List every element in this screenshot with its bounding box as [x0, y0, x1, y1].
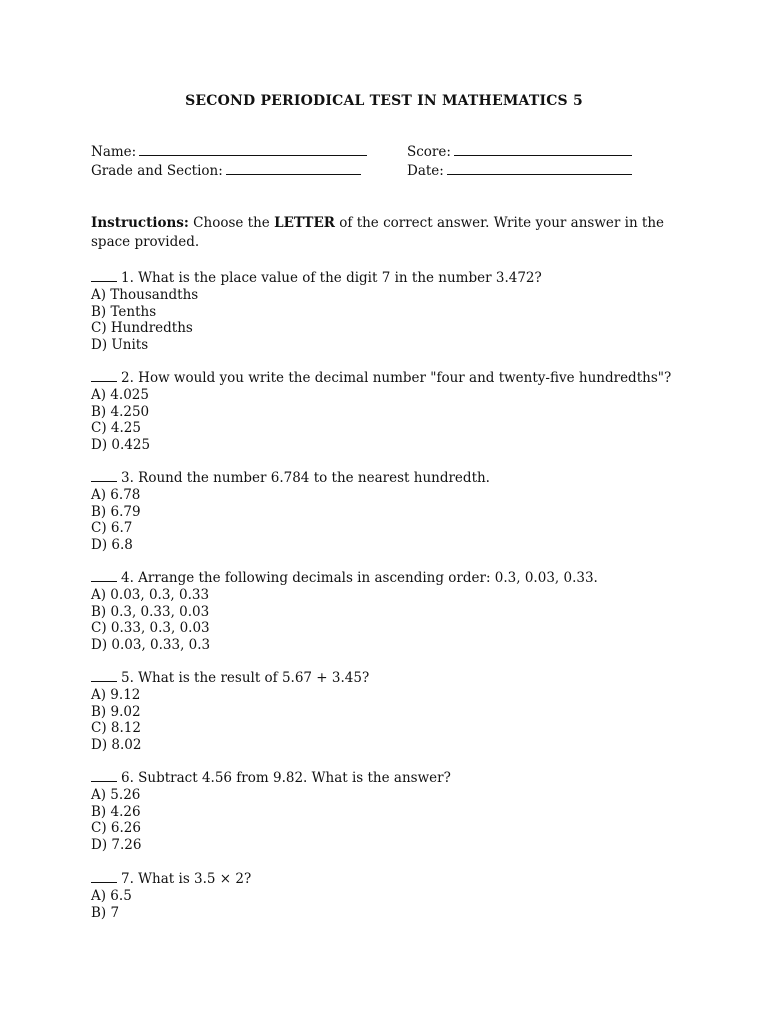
option-d: D) 0.425 — [91, 437, 151, 454]
question-stem: 1. What is the place value of the digit 7 in the number 3.472? — [91, 269, 542, 287]
option-a: A) 9.12 — [91, 686, 141, 703]
name-blank[interactable] — [139, 143, 367, 156]
option-c: C) 6.26 — [91, 820, 141, 837]
score-blank[interactable] — [454, 143, 632, 156]
question-1 — [91, 269, 542, 354]
option-c: C) 0.33, 0.3, 0.03 — [91, 620, 210, 637]
answer-blank[interactable] — [91, 669, 117, 682]
option-b: B) 0.3, 0.33, 0.03 — [91, 603, 210, 620]
question-stem: 6. Subtract 4.56 from 9.82. What is the answer? — [91, 769, 451, 787]
option-d: D) 0.03, 0.33, 0.3 — [91, 637, 211, 654]
option-c: C) 6.7 — [91, 520, 133, 537]
score-field — [407, 143, 632, 161]
option-c: C) Hundredths — [91, 320, 193, 337]
question-stem: 5. What is the result of 5.67 + 3.45? — [91, 669, 369, 687]
option-b: B) 4.26 — [91, 803, 141, 820]
date-blank[interactable] — [447, 162, 632, 175]
answer-blank[interactable] — [91, 769, 117, 782]
answer-blank[interactable] — [91, 369, 117, 382]
instructions-label: Instructions: — [91, 215, 189, 231]
question-7 — [91, 870, 251, 921]
answer-blank[interactable] — [91, 469, 117, 482]
option-c: C) 8.12 — [91, 720, 141, 737]
name-field — [91, 143, 367, 161]
question-5 — [91, 669, 369, 754]
option-b: B) 9.02 — [91, 703, 141, 720]
question-2 — [91, 369, 671, 454]
grade-section-field — [91, 162, 361, 180]
option-a: A) 6.78 — [91, 486, 141, 503]
option-a: A) 0.03, 0.3, 0.33 — [91, 586, 210, 603]
answer-blank[interactable] — [91, 269, 117, 282]
question-stem: 7. What is 3.5 × 2? — [91, 870, 251, 888]
answer-blank[interactable] — [91, 870, 117, 883]
question-4 — [91, 569, 598, 654]
instructions — [91, 214, 671, 252]
option-b: B) 6.79 — [91, 503, 141, 520]
instructions-text-1: Choose the — [188, 215, 275, 231]
option-c: C) 4.25 — [91, 420, 141, 437]
option-a: A) 6.5 — [91, 887, 132, 904]
option-a: A) Thousandths — [91, 286, 199, 303]
question-6 — [91, 769, 451, 854]
question-stem: 3. Round the number 6.784 to the nearest hundredth. — [91, 469, 490, 487]
answer-blank[interactable] — [91, 569, 117, 582]
page-title: SECOND PERIODICAL TEST IN MATHEMATICS 5 — [185, 93, 583, 109]
option-a: A) 5.26 — [91, 786, 141, 803]
date-field — [407, 162, 632, 180]
date-label: Date: — [407, 163, 444, 179]
option-b: B) 4.250 — [91, 403, 150, 420]
grade-section-blank[interactable] — [226, 162, 361, 175]
option-b: B) Tenths — [91, 303, 157, 320]
question-3 — [91, 469, 490, 554]
name-label: Name: — [91, 144, 137, 160]
option-d: D) 7.26 — [91, 837, 142, 854]
option-d: D) 6.8 — [91, 537, 133, 554]
instructions-emphasis: LETTER — [274, 215, 335, 231]
score-label: Score: — [407, 144, 451, 160]
option-d: D) Units — [91, 337, 149, 354]
question-stem: 2. How would you write the decimal number "four and twenty-five hundredths"? — [91, 369, 671, 387]
grade-section-label: Grade and Section: — [91, 163, 223, 179]
option-d: D) 8.02 — [91, 737, 142, 754]
option-b: B) 7 — [91, 904, 120, 921]
option-a: A) 4.025 — [91, 386, 149, 403]
instructions-text-2: of the correct answer. Write your answer in the space provided. — [91, 215, 665, 250]
question-stem: 4. Arrange the following decimals in ascending order: 0.3, 0.03, 0.33. — [91, 569, 598, 587]
